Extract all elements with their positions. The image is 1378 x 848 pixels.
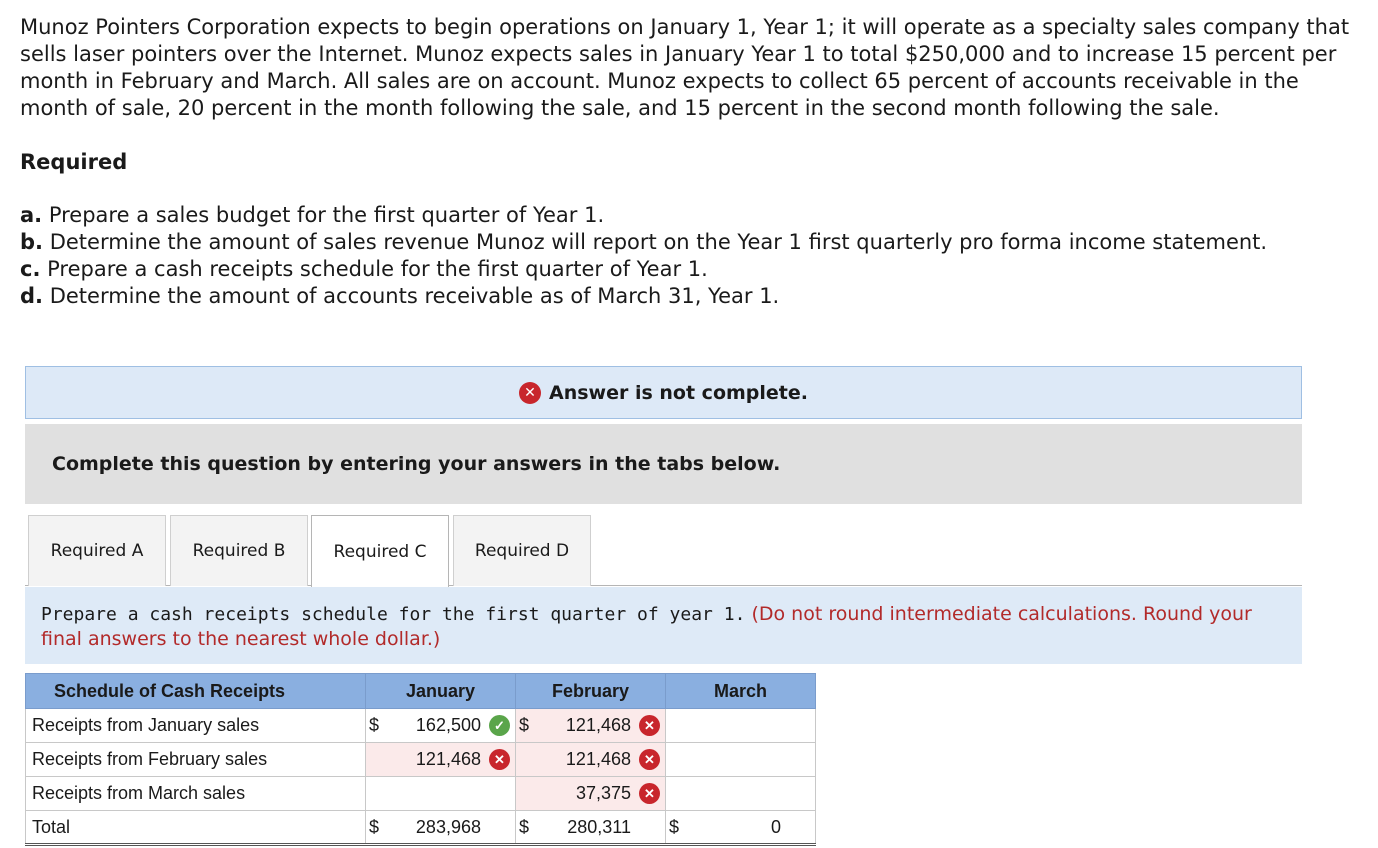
requirement-item [20, 229, 1267, 256]
table-row [26, 743, 816, 777]
check-circle-icon: ✓ [489, 715, 510, 736]
tab-label: Required D [474, 541, 570, 561]
answer-status-banner [25, 366, 1302, 419]
question-prompt [25, 587, 1302, 664]
problem-intro: Munoz Pointers Corporation expects to begin operations on January 1, Year 1; it will operate as a specialty sales company that sells laser pointers over the Internet. Munoz expects sales in January Year 1 to total $250,000 and to increase 15 percent per month in February and March. All sales are on account. Munoz expects to collect 65 percent of accounts receivable in the month of sale, 20 percent in the month following the sale, and 15 percent in the second month following the sale. [20, 15, 1350, 120]
amount-value: 280,311 [567, 816, 631, 837]
x-circle-icon: ✕ [489, 749, 510, 770]
grade-mark [639, 783, 665, 804]
amount-value: 121,468 [565, 749, 631, 769]
table-row [26, 811, 816, 845]
requirements-list [20, 202, 1267, 310]
table-row [26, 777, 816, 811]
x-circle-icon: ✕ [519, 382, 541, 404]
grade-mark [489, 749, 515, 770]
table-header-row [26, 674, 816, 709]
amount-cell-march[interactable] [666, 743, 816, 777]
x-circle-icon: ✕ [639, 783, 660, 804]
tab-label: Required A [50, 541, 144, 561]
amount-cell-march [666, 811, 816, 845]
dollar-sign: $ [669, 816, 680, 837]
tab-required-b[interactable] [170, 515, 308, 586]
requirement-item [20, 256, 1267, 283]
grade-mark [489, 715, 515, 736]
tab-bar [25, 514, 1302, 586]
tab-required-a[interactable] [28, 515, 166, 586]
x-circle-icon: ✕ [639, 749, 660, 770]
prompt-note-text: (Do not round intermediate calculations. Round your final answers to the nearest whole dollar.) [41, 603, 1252, 650]
amount-cell-february[interactable] [516, 777, 666, 811]
column-header: February [516, 674, 666, 709]
amount-cell-february[interactable] [516, 743, 666, 777]
amount-value: 162,500 [415, 715, 481, 735]
amount-cell-february[interactable] [516, 709, 666, 743]
column-header: March [666, 674, 816, 709]
instruction-box [25, 424, 1302, 504]
row-label: Receipts from February sales [26, 743, 366, 777]
amount-cell-january[interactable] [366, 777, 516, 811]
amount-value: 283,968 [415, 816, 481, 837]
grade-mark [639, 715, 665, 736]
requirement-item [20, 202, 1267, 229]
row-label: Total [26, 811, 366, 845]
amount-value: 0 [770, 816, 781, 837]
amount-cell-january [366, 811, 516, 845]
amount-cell-january[interactable] [366, 709, 516, 743]
amount-value: 121,468 [415, 749, 481, 769]
amount-cell-january[interactable] [366, 743, 516, 777]
column-header: Schedule of Cash Receipts [26, 674, 366, 709]
prompt-main-text: Prepare a cash receipts schedule for the first quarter of year 1. [41, 604, 746, 625]
grade-mark [639, 749, 665, 770]
requirement-text: Determine the amount of sales revenue Munoz will report on the Year 1 first quarterly pro forma income statement. [49, 230, 1268, 254]
requirement-letter: a. [20, 203, 43, 227]
dollar-sign: $ [519, 715, 530, 735]
x-circle-icon: ✕ [639, 715, 660, 736]
tab-label: Required C [333, 541, 427, 562]
requirement-letter: c. [20, 257, 41, 281]
requirement-item [20, 283, 1267, 310]
amount-cell-march[interactable] [666, 777, 816, 811]
column-header: January [366, 674, 516, 709]
requirement-letter: b. [20, 230, 44, 254]
dollar-sign: $ [369, 715, 380, 735]
table-row [26, 709, 816, 743]
required-heading: Required [20, 150, 128, 174]
dollar-sign: $ [369, 816, 380, 837]
amount-value: 121,468 [565, 715, 631, 735]
amount-cell-march[interactable] [666, 709, 816, 743]
tab-required-d[interactable] [453, 515, 591, 586]
row-label: Receipts from March sales [26, 777, 366, 811]
requirement-letter: d. [20, 284, 44, 308]
requirement-text: Prepare a sales budget for the first quarter of Year 1. [48, 203, 605, 227]
instruction-text: Complete this question by entering your answers in the tabs below. [52, 453, 781, 475]
amount-cell-february [516, 811, 666, 845]
row-label: Receipts from January sales [26, 709, 366, 743]
requirement-text: Determine the amount of accounts receivable as of March 31, Year 1. [49, 284, 780, 308]
answer-status-text: Answer is not complete. [549, 381, 808, 404]
requirement-text: Prepare a cash receipts schedule for the first quarter of Year 1. [47, 257, 708, 281]
dollar-sign: $ [519, 816, 530, 837]
tab-required-c[interactable] [311, 515, 449, 587]
amount-value: 37,375 [575, 783, 631, 803]
tab-label: Required B [192, 541, 286, 561]
cash-receipts-schedule [25, 673, 816, 846]
